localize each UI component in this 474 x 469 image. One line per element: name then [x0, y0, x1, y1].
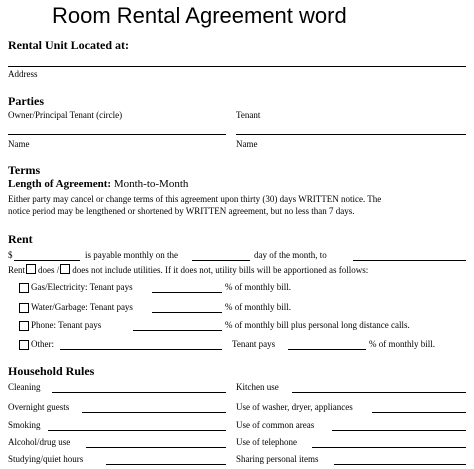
rule-left-2: Smoking — [8, 420, 41, 430]
rule-right-line-0[interactable] — [292, 392, 466, 393]
rule-right-3: Use of telephone — [236, 437, 297, 447]
rule-right-line-4[interactable] — [334, 464, 466, 465]
rule-left-line-1[interactable] — [82, 412, 226, 413]
rule-left-line-3[interactable] — [86, 447, 226, 448]
other-checkbox[interactable] — [19, 340, 29, 350]
rule-left-0: Cleaning — [8, 382, 41, 392]
terms-line-2: notice period may be lengthened or shortened by WRITTEN agreement, but no less than 7 days. — [8, 206, 355, 216]
rule-right-line-3[interactable] — [312, 447, 466, 448]
rule-right-line-2[interactable] — [332, 430, 466, 431]
other-percent-line[interactable] — [288, 349, 366, 350]
water-checkbox[interactable] — [19, 303, 29, 313]
rent-amount-line[interactable] — [14, 260, 80, 261]
other-tenant-pays: Tenant pays — [232, 339, 276, 349]
rule-left-line-0[interactable] — [52, 392, 226, 393]
payable-text: is payable monthly on the — [85, 250, 178, 260]
water-percent-line[interactable] — [152, 312, 222, 313]
rule-left-3: Alcohol/drug use — [8, 437, 71, 447]
rule-left-line-4[interactable] — [106, 464, 226, 465]
length-of-agreement — [8, 178, 188, 190]
owner-label: Owner/Principal Tenant (circle) — [8, 110, 123, 120]
dollar-sign: $ — [8, 250, 13, 260]
address-label: Address — [8, 69, 38, 79]
tenant-name-label: Name — [236, 139, 258, 149]
other-suffix: % of monthly bill. — [369, 339, 435, 349]
rule-left-line-2[interactable] — [48, 430, 226, 431]
rent-heading: Rent — [8, 232, 33, 246]
terms-line-1: Either party may cancel or change terms of this agreement upon thirty (30) days WRITTEN notice. The — [8, 194, 382, 204]
tenant-name-line[interactable] — [236, 134, 466, 135]
other-description-line[interactable] — [60, 349, 222, 350]
does-not-checkbox[interactable] — [60, 264, 70, 274]
payday-line[interactable] — [192, 260, 250, 261]
day-of-month-text: day of the month, to — [254, 250, 327, 260]
rule-left-4: Studying/quiet hours — [8, 454, 84, 464]
gas-label: Gas/Electricity: Tenant pays — [31, 282, 133, 292]
gas-checkbox[interactable] — [19, 283, 29, 293]
other-label: Other: — [31, 339, 54, 349]
rule-right-2: Use of common areas — [236, 420, 315, 430]
phone-percent-line[interactable] — [133, 330, 222, 331]
phone-checkbox[interactable] — [19, 321, 29, 331]
household-heading: Household Rules — [8, 364, 95, 378]
rent-prefix: Rent — [8, 265, 25, 275]
owner-name-line[interactable] — [8, 134, 226, 135]
rental-unit-heading: Rental Unit Located at: — [8, 38, 129, 52]
phone-suffix: % of monthly bill plus personal long distance calls. — [225, 320, 410, 330]
rule-right-line-1[interactable] — [372, 412, 466, 413]
gas-percent-line[interactable] — [152, 292, 222, 293]
utilities-row — [8, 264, 368, 275]
owner-name-label: Name — [8, 139, 30, 149]
gas-suffix: % of monthly bill. — [225, 282, 291, 292]
terms-heading: Terms — [8, 163, 41, 177]
page-title: Room Rental Agreement word — [52, 3, 347, 28]
parties-heading: Parties — [8, 94, 44, 108]
rule-right-0: Kitchen use — [236, 382, 279, 392]
does-checkbox[interactable] — [26, 264, 36, 274]
rule-right-1: Use of washer, dryer, appliances — [236, 402, 353, 412]
phone-label: Phone: Tenant pays — [31, 320, 102, 330]
does-text: does / — [38, 265, 60, 275]
length-label: Length of Agreement: — [8, 178, 112, 190]
water-suffix: % of monthly bill. — [225, 302, 291, 312]
water-label: Water/Garbage: Tenant pays — [31, 302, 133, 312]
address-line[interactable] — [8, 66, 466, 67]
rule-right-4: Sharing personal items — [236, 454, 319, 464]
does-not-text: does not include utilities. If it does not, utility bills will be apportioned as follows: — [72, 265, 369, 275]
payee-line[interactable] — [353, 260, 466, 261]
tenant-label: Tenant — [236, 110, 261, 120]
length-value: Month-to-Month — [113, 178, 189, 190]
rule-left-1: Overnight guests — [8, 402, 70, 412]
